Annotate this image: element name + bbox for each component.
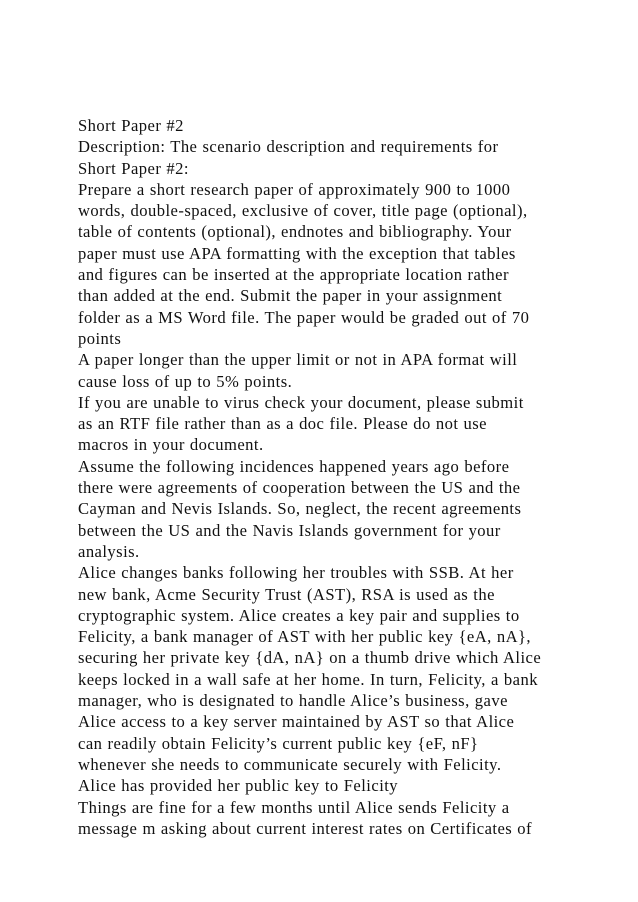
text-line: Things are fine for a few months until Alice sends Felicity a (78, 797, 510, 817)
text-line: If you are unable to virus check your document, please submit (78, 392, 524, 412)
text-line: Alice changes banks following her troubles with SSB. At her (78, 563, 514, 583)
text-line: table of contents (optional), endnotes and bibliography. Your (78, 222, 512, 242)
text-line: cause loss of up to 5% points. (78, 371, 293, 391)
text-line: paper must use APA formatting with the exception that tables (78, 243, 516, 263)
text-line: Alice has provided her public key to Felicity (78, 776, 399, 796)
text-line: Cayman and Nevis Islands. So, neglect, the recent agreements (78, 499, 522, 519)
text-line: Assume the following incidences happened years ago before (78, 456, 510, 476)
document-body (78, 115, 598, 839)
text-line: manager, who is designated to handle Alice’s business, gave (78, 691, 508, 711)
text-line: and figures can be inserted at the appropriate location rather (78, 265, 509, 285)
text-line: keeps locked in a wall safe at her home. In turn, Felicity, a bank (78, 669, 538, 689)
text-line: cryptographic system. Alice creates a key pair and supplies to (78, 605, 520, 625)
text-line: between the US and the Navis Islands government for your (78, 520, 501, 540)
document-title: Short Paper #2 (78, 116, 184, 135)
text-line: Short Paper #2: (78, 158, 189, 178)
text-line: words, double-spaced, exclusive of cover, title page (optional), (78, 201, 528, 221)
text-line: securing her private key {dA, nA} on a thumb drive which Alice (78, 648, 542, 668)
text-line: macros in your document. (78, 435, 264, 455)
text-line: points (78, 328, 122, 348)
text-line: Description: The scenario description and requirements for (78, 137, 499, 157)
text-line: message m asking about current interest rates on Certificates of (78, 818, 532, 838)
text-line: as an RTF file rather than as a doc file. Please do not use (78, 414, 487, 434)
text-line: Felicity, a bank manager of AST with her public key {eA, nA}, (78, 627, 532, 647)
text-line: Alice access to a key server maintained by AST so that Alice (78, 712, 515, 732)
text-line: A paper longer than the upper limit or not in APA format will (78, 350, 518, 370)
text-line: than added at the end. Submit the paper in your assignment (78, 286, 503, 306)
text-line: new bank, Acme Security Trust (AST), RSA is used as the (78, 584, 495, 604)
text-line: whenever she needs to communicate securely with Felicity. (78, 754, 502, 774)
text-line: there were agreements of cooperation between the US and the (78, 478, 521, 498)
text-line: folder as a MS Word file. The paper would be graded out of 70 (78, 307, 530, 327)
text-line: Prepare a short research paper of approximately 900 to 1000 (78, 179, 511, 199)
text-line: analysis. (78, 541, 140, 561)
text-line: can readily obtain Felicity’s current public key {eF, nF} (78, 733, 479, 753)
